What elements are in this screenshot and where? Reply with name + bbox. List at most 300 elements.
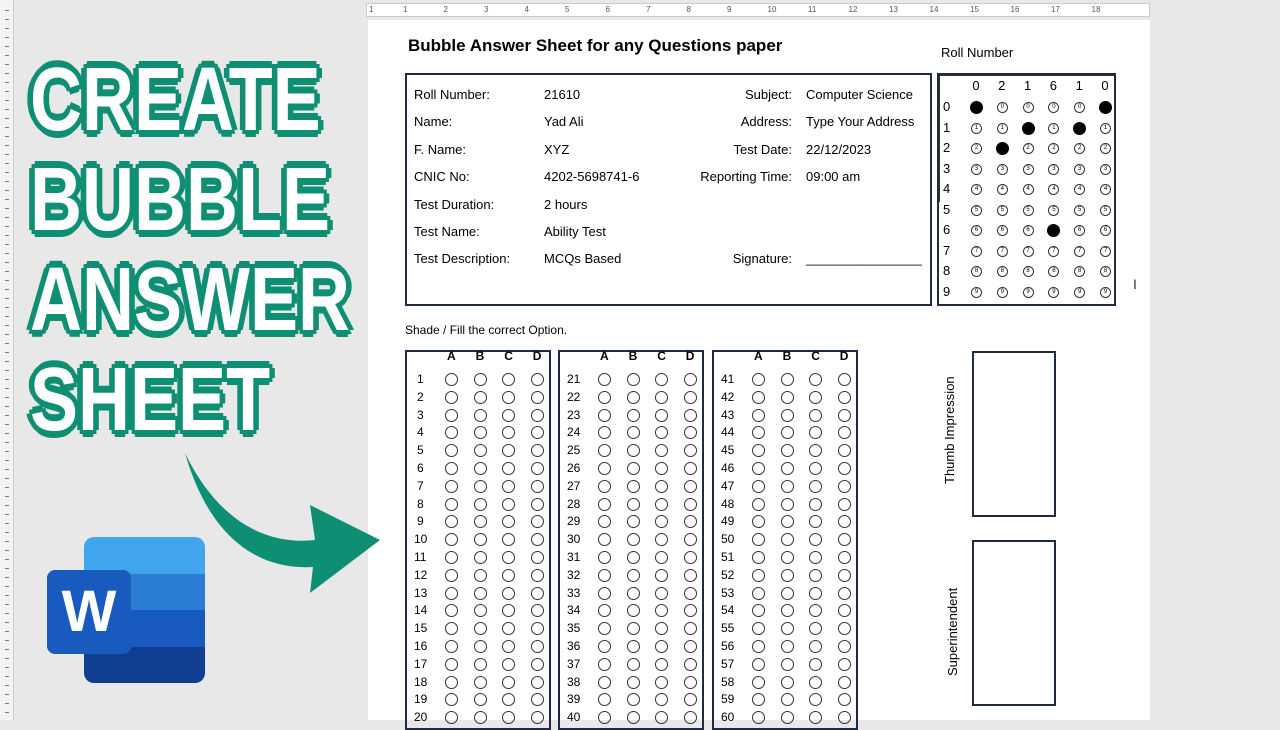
roll-bubble[interactable]: 3	[997, 164, 1008, 175]
answer-bubble[interactable]	[809, 391, 822, 404]
roll-bubble[interactable]: 6	[1023, 225, 1034, 236]
roll-bubble[interactable]: 0	[1074, 102, 1085, 113]
answer-bubble[interactable]	[474, 569, 487, 582]
answer-bubble[interactable]	[809, 658, 822, 671]
answer-bubble[interactable]	[598, 622, 611, 635]
answer-bubble[interactable]	[474, 426, 487, 439]
answer-bubble[interactable]	[598, 640, 611, 653]
answer-bubble[interactable]	[474, 604, 487, 617]
answer-bubble[interactable]	[474, 498, 487, 511]
roll-bubble[interactable]: 4	[1100, 184, 1111, 195]
answer-bubble[interactable]	[838, 676, 851, 689]
answer-bubble[interactable]	[445, 373, 458, 386]
answer-bubble[interactable]	[838, 551, 851, 564]
answer-bubble[interactable]	[598, 391, 611, 404]
roll-bubble[interactable]: 8	[1074, 266, 1085, 277]
answer-bubble[interactable]	[809, 498, 822, 511]
answer-bubble[interactable]	[809, 426, 822, 439]
answer-bubble[interactable]	[752, 515, 765, 528]
answer-bubble[interactable]	[655, 444, 668, 457]
answer-bubble[interactable]	[809, 622, 822, 635]
answer-bubble[interactable]	[752, 551, 765, 564]
answer-bubble[interactable]	[838, 391, 851, 404]
answer-bubble[interactable]	[684, 693, 697, 706]
answer-bubble[interactable]	[838, 480, 851, 493]
roll-bubble[interactable]: 2	[1100, 143, 1111, 154]
answer-bubble[interactable]	[474, 658, 487, 671]
answer-bubble[interactable]	[809, 533, 822, 546]
answer-bubble[interactable]	[781, 426, 794, 439]
answer-bubble[interactable]	[838, 587, 851, 600]
answer-bubble[interactable]	[752, 604, 765, 617]
answer-bubble[interactable]	[627, 693, 640, 706]
answer-bubble[interactable]	[655, 515, 668, 528]
answer-bubble[interactable]	[838, 515, 851, 528]
answer-bubble[interactable]	[752, 658, 765, 671]
answer-bubble[interactable]	[531, 462, 544, 475]
answer-bubble[interactable]	[502, 498, 515, 511]
answer-bubble[interactable]	[781, 640, 794, 653]
answer-bubble[interactable]	[684, 676, 697, 689]
answer-bubble[interactable]	[781, 373, 794, 386]
roll-bubble[interactable]: 2	[1074, 143, 1085, 154]
answer-bubble[interactable]	[684, 551, 697, 564]
roll-bubble[interactable]: 8	[1100, 266, 1111, 277]
answer-bubble[interactable]	[684, 569, 697, 582]
answer-bubble[interactable]	[809, 640, 822, 653]
answer-bubble[interactable]	[781, 551, 794, 564]
answer-bubble[interactable]	[655, 622, 668, 635]
answer-bubble[interactable]	[445, 658, 458, 671]
answer-bubble[interactable]	[684, 515, 697, 528]
answer-bubble[interactable]	[838, 409, 851, 422]
answer-bubble[interactable]	[598, 693, 611, 706]
answer-bubble[interactable]	[684, 426, 697, 439]
answer-bubble[interactable]	[474, 587, 487, 600]
answer-bubble[interactable]	[474, 711, 487, 724]
roll-bubble[interactable]: 4	[971, 184, 982, 195]
answer-bubble[interactable]	[627, 515, 640, 528]
answer-bubble[interactable]	[752, 444, 765, 457]
answer-bubble[interactable]	[781, 515, 794, 528]
answer-bubble[interactable]	[474, 640, 487, 653]
answer-bubble[interactable]	[627, 426, 640, 439]
answer-bubble[interactable]	[684, 498, 697, 511]
roll-bubble[interactable]: 5	[997, 205, 1008, 216]
answer-bubble[interactable]	[531, 658, 544, 671]
answer-bubble[interactable]	[445, 587, 458, 600]
answer-bubble[interactable]	[474, 373, 487, 386]
answer-bubble[interactable]	[838, 373, 851, 386]
answer-bubble[interactable]	[838, 604, 851, 617]
answer-bubble[interactable]	[752, 533, 765, 546]
answer-bubble[interactable]	[684, 658, 697, 671]
roll-bubble[interactable]: 1	[1100, 123, 1111, 134]
answer-bubble[interactable]	[627, 587, 640, 600]
roll-bubble-filled[interactable]	[1073, 122, 1086, 135]
roll-bubble[interactable]: 3	[1048, 164, 1059, 175]
answer-bubble[interactable]	[684, 622, 697, 635]
answer-bubble[interactable]	[598, 515, 611, 528]
answer-bubble[interactable]	[838, 622, 851, 635]
answer-bubble[interactable]	[531, 622, 544, 635]
answer-bubble[interactable]	[474, 551, 487, 564]
roll-bubble[interactable]: 6	[1100, 225, 1111, 236]
answer-bubble[interactable]	[838, 569, 851, 582]
answer-bubble[interactable]	[684, 409, 697, 422]
roll-bubble[interactable]: 7	[997, 246, 1008, 257]
roll-bubble[interactable]: 5	[1023, 205, 1034, 216]
roll-bubble[interactable]: 5	[1100, 205, 1111, 216]
answer-bubble[interactable]	[781, 711, 794, 724]
answer-bubble[interactable]	[531, 587, 544, 600]
answer-bubble[interactable]	[752, 711, 765, 724]
roll-bubble[interactable]: 3	[1023, 164, 1034, 175]
answer-bubble[interactable]	[502, 480, 515, 493]
answer-bubble[interactable]	[752, 409, 765, 422]
answer-bubble[interactable]	[655, 480, 668, 493]
answer-bubble[interactable]	[752, 462, 765, 475]
answer-bubble[interactable]	[655, 533, 668, 546]
answer-bubble[interactable]	[502, 426, 515, 439]
roll-bubble-filled[interactable]	[970, 101, 983, 114]
answer-bubble[interactable]	[781, 409, 794, 422]
answer-bubble[interactable]	[531, 533, 544, 546]
answer-bubble[interactable]	[474, 515, 487, 528]
roll-bubble[interactable]: 8	[971, 266, 982, 277]
answer-bubble[interactable]	[838, 711, 851, 724]
answer-bubble[interactable]	[531, 409, 544, 422]
answer-bubble[interactable]	[684, 711, 697, 724]
answer-bubble[interactable]	[627, 658, 640, 671]
answer-bubble[interactable]	[598, 426, 611, 439]
answer-bubble[interactable]	[684, 640, 697, 653]
answer-bubble[interactable]	[445, 693, 458, 706]
answer-bubble[interactable]	[502, 391, 515, 404]
answer-bubble[interactable]	[627, 391, 640, 404]
answer-bubble[interactable]	[445, 569, 458, 582]
answer-bubble[interactable]	[752, 569, 765, 582]
answer-bubble[interactable]	[655, 391, 668, 404]
answer-bubble[interactable]	[531, 426, 544, 439]
answer-bubble[interactable]	[809, 551, 822, 564]
answer-bubble[interactable]	[531, 711, 544, 724]
answer-bubble[interactable]	[838, 533, 851, 546]
answer-bubble[interactable]	[809, 676, 822, 689]
answer-bubble[interactable]	[598, 462, 611, 475]
answer-bubble[interactable]	[474, 533, 487, 546]
answer-bubble[interactable]	[781, 391, 794, 404]
answer-bubble[interactable]	[598, 711, 611, 724]
answer-bubble[interactable]	[502, 587, 515, 600]
answer-bubble[interactable]	[781, 587, 794, 600]
roll-bubble[interactable]: 2	[1048, 143, 1059, 154]
answer-bubble[interactable]	[445, 551, 458, 564]
roll-bubble[interactable]: 0	[1023, 102, 1034, 113]
answer-bubble[interactable]	[474, 622, 487, 635]
answer-bubble[interactable]	[809, 711, 822, 724]
roll-bubble[interactable]: 9	[1048, 287, 1059, 298]
roll-bubble[interactable]: 3	[1100, 164, 1111, 175]
roll-bubble[interactable]: 8	[997, 266, 1008, 277]
roll-bubble[interactable]: 7	[971, 246, 982, 257]
roll-bubble[interactable]: 5	[1074, 205, 1085, 216]
roll-bubble[interactable]: 4	[1074, 184, 1085, 195]
answer-bubble[interactable]	[655, 409, 668, 422]
answer-bubble[interactable]	[531, 391, 544, 404]
answer-bubble[interactable]	[655, 640, 668, 653]
answer-bubble[interactable]	[502, 640, 515, 653]
answer-bubble[interactable]	[781, 480, 794, 493]
answer-bubble[interactable]	[655, 373, 668, 386]
answer-bubble[interactable]	[445, 676, 458, 689]
answer-bubble[interactable]	[502, 533, 515, 546]
answer-bubble[interactable]	[655, 569, 668, 582]
roll-bubble[interactable]: 8	[1048, 266, 1059, 277]
answer-bubble[interactable]	[627, 498, 640, 511]
answer-bubble[interactable]	[752, 426, 765, 439]
roll-bubble[interactable]: 6	[1074, 225, 1085, 236]
answer-bubble[interactable]	[598, 373, 611, 386]
answer-bubble[interactable]	[752, 693, 765, 706]
roll-bubble[interactable]: 7	[1074, 246, 1085, 257]
answer-bubble[interactable]	[598, 444, 611, 457]
answer-bubble[interactable]	[684, 604, 697, 617]
answer-bubble[interactable]	[752, 676, 765, 689]
answer-bubble[interactable]	[752, 373, 765, 386]
answer-bubble[interactable]	[445, 444, 458, 457]
answer-bubble[interactable]	[531, 640, 544, 653]
answer-bubble[interactable]	[838, 658, 851, 671]
roll-bubble[interactable]: 7	[1100, 246, 1111, 257]
info-value[interactable]: ________________	[806, 251, 922, 267]
answer-bubble[interactable]	[684, 391, 697, 404]
answer-bubble[interactable]	[655, 426, 668, 439]
roll-bubble[interactable]: 5	[971, 205, 982, 216]
answer-bubble[interactable]	[474, 693, 487, 706]
answer-bubble[interactable]	[684, 462, 697, 475]
roll-bubble[interactable]: 4	[1048, 184, 1059, 195]
answer-bubble[interactable]	[531, 693, 544, 706]
answer-bubble[interactable]	[809, 480, 822, 493]
answer-bubble[interactable]	[598, 587, 611, 600]
roll-bubble[interactable]: 8	[1023, 266, 1034, 277]
answer-bubble[interactable]	[627, 551, 640, 564]
roll-bubble[interactable]: 3	[971, 164, 982, 175]
answer-bubble[interactable]	[781, 693, 794, 706]
answer-bubble[interactable]	[531, 373, 544, 386]
answer-bubble[interactable]	[627, 480, 640, 493]
roll-bubble[interactable]: 1	[971, 123, 982, 134]
answer-bubble[interactable]	[474, 391, 487, 404]
answer-bubble[interactable]	[655, 711, 668, 724]
answer-bubble[interactable]	[502, 711, 515, 724]
answer-bubble[interactable]	[655, 462, 668, 475]
answer-bubble[interactable]	[445, 391, 458, 404]
roll-bubble[interactable]: 0	[1048, 102, 1059, 113]
answer-bubble[interactable]	[502, 693, 515, 706]
answer-bubble[interactable]	[781, 498, 794, 511]
answer-bubble[interactable]	[502, 604, 515, 617]
answer-bubble[interactable]	[474, 444, 487, 457]
roll-bubble[interactable]: 3	[1074, 164, 1085, 175]
roll-bubble[interactable]: 7	[1048, 246, 1059, 257]
answer-bubble[interactable]	[502, 676, 515, 689]
answer-bubble[interactable]	[445, 604, 458, 617]
answer-bubble[interactable]	[502, 515, 515, 528]
roll-bubble[interactable]: 4	[1023, 184, 1034, 195]
answer-bubble[interactable]	[781, 604, 794, 617]
answer-bubble[interactable]	[502, 373, 515, 386]
answer-bubble[interactable]	[655, 676, 668, 689]
answer-bubble[interactable]	[598, 604, 611, 617]
roll-bubble-filled[interactable]	[1022, 122, 1035, 135]
answer-bubble[interactable]	[445, 515, 458, 528]
answer-bubble[interactable]	[655, 604, 668, 617]
answer-bubble[interactable]	[598, 569, 611, 582]
answer-bubble[interactable]	[627, 640, 640, 653]
answer-bubble[interactable]	[474, 480, 487, 493]
answer-bubble[interactable]	[627, 409, 640, 422]
answer-bubble[interactable]	[531, 515, 544, 528]
roll-bubble-filled[interactable]	[1047, 224, 1060, 237]
answer-bubble[interactable]	[502, 409, 515, 422]
answer-bubble[interactable]	[655, 551, 668, 564]
answer-bubble[interactable]	[445, 533, 458, 546]
answer-bubble[interactable]	[781, 533, 794, 546]
roll-bubble[interactable]: 0	[997, 102, 1008, 113]
answer-bubble[interactable]	[445, 409, 458, 422]
roll-bubble[interactable]: 9	[1100, 287, 1111, 298]
answer-bubble[interactable]	[781, 462, 794, 475]
answer-bubble[interactable]	[781, 569, 794, 582]
answer-bubble[interactable]	[627, 676, 640, 689]
roll-bubble[interactable]: 4	[997, 184, 1008, 195]
answer-bubble[interactable]	[531, 480, 544, 493]
answer-bubble[interactable]	[531, 444, 544, 457]
answer-bubble[interactable]	[445, 711, 458, 724]
answer-bubble[interactable]	[598, 498, 611, 511]
answer-bubble[interactable]	[598, 480, 611, 493]
roll-bubble[interactable]: 7	[1023, 246, 1034, 257]
answer-bubble[interactable]	[809, 604, 822, 617]
answer-bubble[interactable]	[684, 480, 697, 493]
answer-bubble[interactable]	[531, 569, 544, 582]
answer-bubble[interactable]	[598, 676, 611, 689]
answer-bubble[interactable]	[627, 462, 640, 475]
answer-bubble[interactable]	[445, 426, 458, 439]
answer-bubble[interactable]	[531, 604, 544, 617]
roll-bubble[interactable]: 2	[1023, 143, 1034, 154]
answer-bubble[interactable]	[809, 373, 822, 386]
answer-bubble[interactable]	[781, 444, 794, 457]
answer-bubble[interactable]	[781, 658, 794, 671]
answer-bubble[interactable]	[502, 551, 515, 564]
roll-bubble[interactable]: 1	[1048, 123, 1059, 134]
answer-bubble[interactable]	[445, 622, 458, 635]
answer-bubble[interactable]	[809, 444, 822, 457]
roll-bubble[interactable]: 9	[1023, 287, 1034, 298]
roll-bubble[interactable]: 1	[997, 123, 1008, 134]
answer-bubble[interactable]	[445, 480, 458, 493]
answer-bubble[interactable]	[752, 587, 765, 600]
answer-bubble[interactable]	[752, 622, 765, 635]
answer-bubble[interactable]	[752, 480, 765, 493]
answer-bubble[interactable]	[809, 569, 822, 582]
answer-bubble[interactable]	[752, 391, 765, 404]
answer-bubble[interactable]	[752, 640, 765, 653]
answer-bubble[interactable]	[838, 462, 851, 475]
answer-bubble[interactable]	[474, 462, 487, 475]
answer-bubble[interactable]	[627, 622, 640, 635]
answer-bubble[interactable]	[531, 498, 544, 511]
answer-bubble[interactable]	[627, 604, 640, 617]
answer-bubble[interactable]	[809, 462, 822, 475]
answer-bubble[interactable]	[655, 693, 668, 706]
answer-bubble[interactable]	[502, 622, 515, 635]
roll-bubble[interactable]: 9	[971, 287, 982, 298]
answer-bubble[interactable]	[684, 373, 697, 386]
answer-bubble[interactable]	[627, 533, 640, 546]
answer-bubble[interactable]	[655, 587, 668, 600]
answer-bubble[interactable]	[627, 373, 640, 386]
answer-bubble[interactable]	[655, 658, 668, 671]
roll-bubble[interactable]: 9	[1074, 287, 1085, 298]
answer-bubble[interactable]	[809, 409, 822, 422]
roll-bubble[interactable]: 6	[997, 225, 1008, 236]
roll-bubble[interactable]: 2	[971, 143, 982, 154]
answer-bubble[interactable]	[838, 640, 851, 653]
answer-bubble[interactable]	[598, 409, 611, 422]
answer-bubble[interactable]	[627, 444, 640, 457]
answer-bubble[interactable]	[502, 444, 515, 457]
answer-bubble[interactable]	[531, 551, 544, 564]
answer-bubble[interactable]	[809, 587, 822, 600]
answer-bubble[interactable]	[752, 498, 765, 511]
roll-bubble[interactable]: 5	[1048, 205, 1059, 216]
answer-bubble[interactable]	[598, 533, 611, 546]
answer-bubble[interactable]	[838, 444, 851, 457]
answer-bubble[interactable]	[445, 640, 458, 653]
answer-bubble[interactable]	[809, 515, 822, 528]
answer-bubble[interactable]	[474, 676, 487, 689]
roll-bubble-filled[interactable]	[1099, 101, 1112, 114]
answer-bubble[interactable]	[474, 409, 487, 422]
answer-bubble[interactable]	[445, 462, 458, 475]
answer-bubble[interactable]	[684, 444, 697, 457]
answer-bubble[interactable]	[627, 711, 640, 724]
answer-bubble[interactable]	[781, 676, 794, 689]
answer-bubble[interactable]	[838, 426, 851, 439]
answer-bubble[interactable]	[502, 658, 515, 671]
answer-bubble[interactable]	[809, 693, 822, 706]
answer-bubble[interactable]	[531, 676, 544, 689]
answer-bubble[interactable]	[781, 622, 794, 635]
answer-bubble[interactable]	[502, 462, 515, 475]
answer-bubble[interactable]	[838, 693, 851, 706]
answer-bubble[interactable]	[502, 569, 515, 582]
answer-bubble[interactable]	[598, 551, 611, 564]
answer-bubble[interactable]	[627, 569, 640, 582]
answer-bubble[interactable]	[838, 498, 851, 511]
roll-bubble[interactable]: 9	[997, 287, 1008, 298]
answer-bubble[interactable]	[445, 498, 458, 511]
answer-bubble[interactable]	[684, 587, 697, 600]
answer-bubble[interactable]	[655, 498, 668, 511]
roll-bubble[interactable]: 6	[971, 225, 982, 236]
answer-bubble[interactable]	[684, 533, 697, 546]
answer-bubble[interactable]	[598, 658, 611, 671]
